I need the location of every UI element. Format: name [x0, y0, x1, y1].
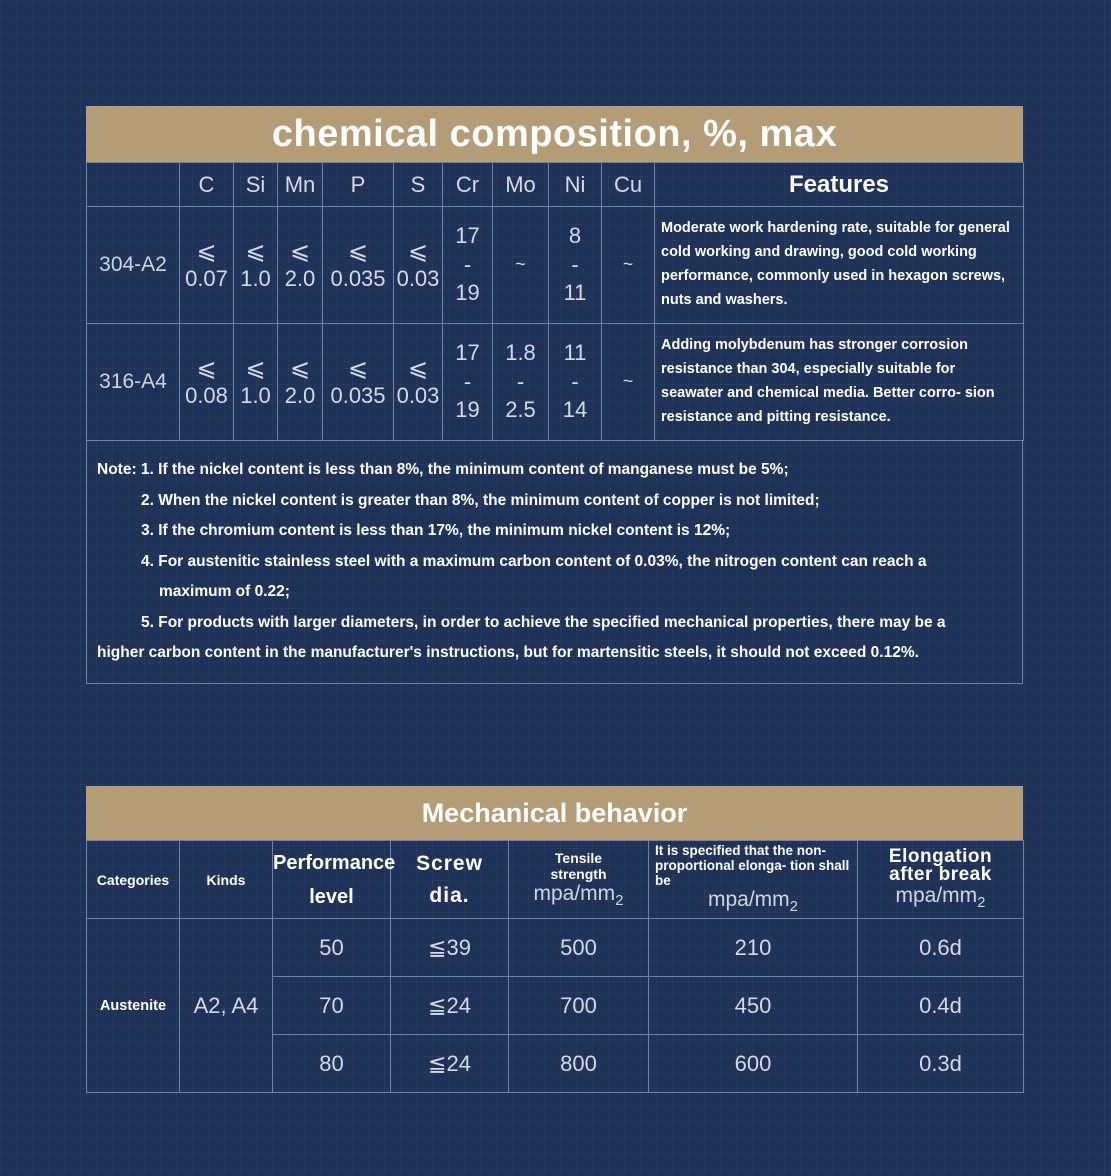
- unit-text: mpa/mm: [533, 881, 616, 905]
- manganese-max: 2.0: [284, 266, 316, 292]
- carbon-max: 0.08: [185, 383, 228, 409]
- molybdenum-range: [493, 324, 549, 441]
- grade-row-304-a2: [87, 207, 1024, 324]
- unit-label: [649, 888, 857, 915]
- elongation-after-break-header: [858, 841, 1024, 919]
- tensile-strength-cell: 700: [509, 977, 649, 1035]
- element-header-row: [87, 163, 1024, 207]
- note-2: 2. When the nickel content is greater than 8%, the minimum content of copper is not limited;: [141, 491, 820, 509]
- range-min: 11: [563, 340, 587, 366]
- mechanical-header-row: [87, 841, 1024, 919]
- unit-text: mpa/mm: [707, 888, 790, 912]
- manganese-max: 2.0: [284, 383, 316, 409]
- screw-dia-header: [391, 841, 509, 919]
- range-min: 8: [568, 223, 582, 249]
- tensile-strength-cell: 800: [509, 1035, 649, 1093]
- range-dash: -: [516, 368, 525, 394]
- non-proportional-elongation-cell: 450: [649, 977, 858, 1035]
- performance-level-cell: 70: [273, 977, 391, 1035]
- element-header-mn: Mn: [278, 163, 323, 207]
- elongation-after-break-cell: 0.3d: [858, 1035, 1024, 1093]
- header-line: It is specified that the non-proportional elonga- tion shall be: [655, 843, 850, 889]
- element-header-mo: Mo: [493, 163, 549, 207]
- copper-value: ~: [602, 207, 655, 324]
- kinds-header: Kinds: [180, 841, 273, 919]
- tensile-strength-cell: 500: [509, 919, 649, 977]
- header-line: Elongation: [888, 845, 993, 867]
- range-max: 11: [563, 280, 587, 306]
- less-equal-symbol: ⩽: [407, 354, 429, 382]
- screw-dia-cell: ≦39: [391, 919, 509, 977]
- grade-label: 304-A2: [87, 207, 180, 324]
- copper-value: ~: [602, 324, 655, 441]
- molybdenum-value: ~: [493, 207, 549, 324]
- element-header-p: P: [323, 163, 394, 207]
- less-equal-symbol: ⩽: [347, 237, 369, 265]
- phosphorus-value: [323, 207, 394, 324]
- chromium-range: [443, 207, 493, 324]
- silicon-max: 1.0: [240, 383, 271, 409]
- performance-level-header: [273, 841, 396, 919]
- sulfur-value: [394, 207, 443, 324]
- mechanical-behavior-title: Mechanical behavior: [86, 786, 1023, 840]
- sulfur-max: 0.03: [396, 266, 440, 292]
- range-min: 17: [455, 223, 480, 249]
- header-line: Screw: [416, 851, 483, 875]
- elongation-after-break-cell: 0.6d: [858, 919, 1024, 977]
- silicon-value: [234, 207, 278, 324]
- note-4: 4. For austenitic stainless steel with a maximum carbon content of 0.03%, the nitrogen content can reach a: [141, 552, 927, 570]
- nickel-range: [549, 324, 602, 441]
- grade-label: 316-A4: [87, 324, 180, 441]
- range-min: 17: [455, 340, 480, 366]
- range-max: 14: [562, 397, 588, 423]
- element-header-ni: Ni: [549, 163, 602, 207]
- note-5: 5. For products with larger diameters, in order to achieve the specified mechanical properties, there may be a: [141, 613, 946, 631]
- less-equal-symbol: ⩽: [347, 354, 369, 382]
- range-max: 2.5: [505, 397, 536, 423]
- less-equal-symbol: ⩽: [196, 237, 217, 265]
- element-header-s: S: [394, 163, 443, 207]
- phosphorus-max: 0.035: [330, 383, 386, 409]
- chemical-composition-title: chemical composition, %, max: [86, 106, 1023, 162]
- features-text: Adding molybdenum has stronger corrosion resistance than 304, especially suitable for seawater and chemical media. Better corro- sion resistance and pitting resistance.: [655, 324, 1024, 441]
- tensile-strength-header: [509, 841, 649, 919]
- categories-header: Categories: [87, 841, 180, 919]
- elongation-after-break-cell: 0.4d: [858, 977, 1024, 1035]
- notes-block: [86, 441, 1023, 684]
- note-5-continued: higher carbon content in the manufacturer's instructions, but for martensitic steels, it should not exceed 0.12%.: [97, 644, 919, 661]
- header-line: strength: [550, 865, 607, 882]
- unit-subscript: 2: [977, 894, 986, 912]
- less-equal-symbol: ⩽: [289, 354, 311, 382]
- kinds-cell: A2, A4: [180, 919, 273, 1093]
- non-proportional-elongation-cell: 600: [649, 1035, 858, 1093]
- non-proportional-elongation-header: [649, 841, 858, 919]
- phosphorus-max: 0.035: [330, 266, 386, 292]
- phosphorus-value: [323, 324, 394, 441]
- chromium-range: [443, 324, 493, 441]
- unit-text: mpa/mm: [895, 883, 978, 907]
- mechanical-behavior-table: [86, 840, 1024, 1093]
- range-min: 1.8: [505, 340, 536, 366]
- range-dash: -: [463, 251, 472, 277]
- carbon-value: [180, 207, 234, 324]
- grade-row-316-a4: [87, 324, 1024, 441]
- element-header-c: C: [180, 163, 234, 207]
- range-dash: -: [463, 368, 472, 394]
- unit-label: [509, 882, 648, 909]
- carbon-max: 0.07: [185, 266, 228, 292]
- performance-level-cell: 80: [273, 1035, 391, 1093]
- features-header: Features: [655, 163, 1024, 207]
- grade-header-cell: [87, 163, 180, 207]
- range-max: 19: [455, 280, 480, 306]
- element-header-cr: Cr: [443, 163, 493, 207]
- silicon-max: 1.0: [240, 266, 271, 292]
- unit-subscript: 2: [789, 898, 799, 916]
- element-header-si: Si: [234, 163, 278, 207]
- chemical-composition-table: [86, 162, 1024, 441]
- chemical-composition-panel: [86, 106, 1023, 684]
- nickel-range: [549, 207, 602, 324]
- manganese-value: [278, 324, 323, 441]
- range-max: 19: [455, 397, 480, 423]
- note-1: Note: 1. If the nickel content is less than 8%, the minimum content of manganese must be 5%;: [97, 461, 789, 478]
- category-cell: Austenite: [87, 919, 180, 1093]
- note-4-continued: maximum of 0.22;: [159, 583, 290, 600]
- manganese-value: [278, 207, 323, 324]
- note-3: 3. If the chromium content is less than 17%, the minimum nickel content is 12%;: [141, 522, 731, 539]
- silicon-value: [234, 324, 278, 441]
- header-line: after break: [889, 863, 992, 885]
- less-equal-symbol: ⩽: [289, 237, 311, 265]
- header-line: dia.: [429, 883, 470, 907]
- element-header-cu: Cu: [602, 163, 655, 207]
- less-equal-symbol: ⩽: [407, 237, 429, 265]
- screw-dia-cell: ≦24: [391, 977, 509, 1035]
- screw-dia-cell: ≦24: [391, 1035, 509, 1093]
- sulfur-value: [394, 324, 443, 441]
- sulfur-max: 0.03: [396, 383, 440, 409]
- table-row: [87, 919, 1024, 977]
- mechanical-behavior-panel: [86, 786, 1023, 1093]
- less-equal-symbol: ⩽: [245, 354, 266, 382]
- unit-label: [858, 884, 1023, 911]
- header-line: level: [309, 885, 354, 908]
- header-line: Tensile: [554, 849, 603, 866]
- header-line: Performance: [273, 851, 396, 874]
- performance-level-cell: 50: [273, 919, 391, 977]
- range-dash: -: [571, 368, 579, 394]
- less-equal-symbol: ⩽: [245, 237, 266, 265]
- non-proportional-elongation-cell: 210: [649, 919, 858, 977]
- features-text: Moderate work hardening rate, suitable for general cold working and drawing, good cold working performance, commonly used in hexagon screws, nuts and washers.: [655, 207, 1024, 324]
- carbon-value: [180, 324, 234, 441]
- unit-subscript: 2: [615, 892, 624, 910]
- range-dash: -: [571, 251, 579, 277]
- less-equal-symbol: ⩽: [196, 354, 217, 382]
